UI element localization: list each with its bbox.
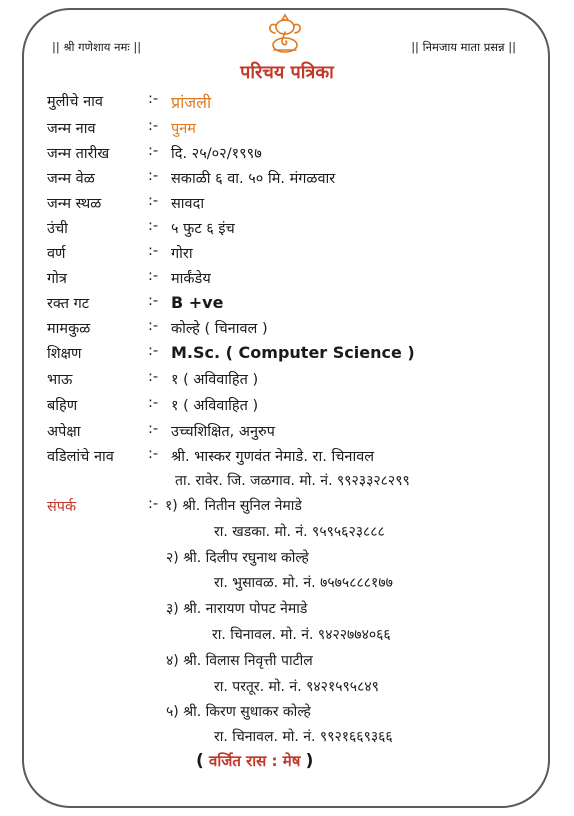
field-separator: :- <box>148 243 159 259</box>
field-label: वडिलांचे नाव <box>47 449 114 465</box>
note-close-paren: ) <box>305 751 314 771</box>
contact-detail-3: रा. चिनावल. मो. नं. ९४२२७७४०६६ <box>212 627 391 643</box>
field-value: सकाळी ६ वा. ५० मि. मंगळवार <box>171 171 336 187</box>
contact-detail-2: रा. भुसावळ. मो. नं. ७५७५८८८१७७ <box>214 575 393 591</box>
field-separator: :- <box>148 496 159 512</box>
field-value: कोल्हे ( चिनावल ) <box>171 321 268 337</box>
field-separator: :- <box>148 91 159 107</box>
field-separator: :- <box>148 118 159 134</box>
field-separator: :- <box>148 193 159 209</box>
field-value: उच्चशिक्षित, अनुरुप <box>171 424 275 440</box>
field-label: उंची <box>47 221 68 237</box>
field-separator: :- <box>148 421 159 437</box>
contact-name-5: ५) श्री. किरण सुधाकर कोल्हे <box>166 704 311 720</box>
field-value: पुनम <box>171 121 196 137</box>
field-value: M.Sc. ( Computer Science ) <box>171 343 415 362</box>
field-label: भाऊ <box>47 372 73 388</box>
field-label: अपेक्षा <box>47 424 81 440</box>
field-label: रक्त गट <box>47 296 90 312</box>
field-value: प्रांजली <box>171 93 212 112</box>
contact-name-3: ३) श्री. नारायण पोपट नेमाडे <box>166 601 308 617</box>
field-separator: :- <box>148 293 159 309</box>
field-label: मामकुळ <box>47 321 91 337</box>
contact-detail-1: रा. खडका. मो. नं. ९५९५६२३८८८ <box>214 524 385 540</box>
field-separator: :- <box>148 268 159 284</box>
field-separator: :- <box>148 369 159 385</box>
field-separator: :- <box>148 446 159 462</box>
contact-name-1: १) श्री. नितीन सुनिल नेमाडे <box>165 498 302 514</box>
field-separator: :- <box>148 318 159 334</box>
field-value: दि. २५/०२/१९९७ <box>171 146 262 162</box>
field-value: श्री. भास्कर गुणवंत नेमाडे. रा. चिनावल <box>171 449 375 465</box>
field-label: बहिण <box>47 398 78 414</box>
header-invocation-left: || श्री गणेशाय नमः || <box>52 40 142 54</box>
field-value: गोरा <box>171 246 193 262</box>
father-address: ता. रावेर. जि. जळगाव. मो. नं. ९९२३३२८२९९ <box>175 473 410 489</box>
field-separator: :- <box>148 168 159 184</box>
note-open-paren: ( <box>196 751 204 771</box>
field-label: शिक्षण <box>47 346 82 362</box>
field-value: सावदा <box>171 196 205 212</box>
field-value: B +ve <box>171 293 224 312</box>
ganesha-icon <box>262 12 308 54</box>
field-label: जन्म वेळ <box>47 171 95 187</box>
field-label: जन्म तारीख <box>47 146 110 162</box>
contact-label: संपर्क <box>47 499 77 515</box>
field-separator: :- <box>148 143 159 159</box>
page-title: परिचय पत्रिका <box>240 62 334 83</box>
forbidden-sign-note <box>196 751 313 771</box>
contact-detail-5: रा. चिनावल. मो. नं. ९९२१६६९३६६ <box>214 729 393 745</box>
field-separator: :- <box>148 218 159 234</box>
field-value: मार्कंडेय <box>171 271 211 287</box>
field-label: मुलीचे नाव <box>47 94 103 110</box>
header-invocation-right: || निमजाय माता प्रसन्न || <box>411 40 516 54</box>
field-value: ५ फुट ६ इंच <box>171 221 235 237</box>
field-value: १ ( अविवाहित ) <box>171 398 259 414</box>
contact-name-2: २) श्री. दिलीप रघुनाथ कोल्हे <box>166 550 309 566</box>
contact-detail-4: रा. परतूर. मो. नं. ९४२१५९५८४९ <box>214 679 379 695</box>
field-label: जन्म नाव <box>47 121 96 137</box>
field-label: गोत्र <box>47 271 67 287</box>
field-separator: :- <box>148 395 159 411</box>
contact-name-4: ४) श्री. विलास निवृत्ती पाटील <box>166 653 313 669</box>
field-separator: :- <box>148 343 159 359</box>
field-value: १ ( अविवाहित ) <box>171 372 259 388</box>
note-text: वर्जित रास : मेष <box>209 752 301 770</box>
field-label: जन्म स्थळ <box>47 196 102 212</box>
field-label: वर्ण <box>47 246 66 262</box>
